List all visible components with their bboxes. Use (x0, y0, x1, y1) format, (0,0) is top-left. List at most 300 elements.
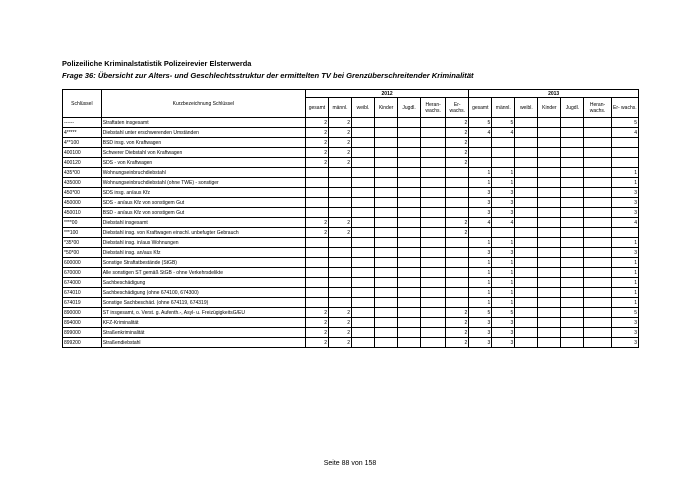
row-key: ****00 (63, 218, 102, 228)
cell-v2012-1 (328, 238, 351, 248)
cell-v2013-1: 3 (492, 328, 515, 338)
cell-v2013-3 (538, 198, 561, 208)
cell-v2013-3 (538, 298, 561, 308)
cell-v2012-2 (352, 318, 375, 328)
row-key: 899200 (63, 338, 102, 348)
cell-v2012-4 (398, 188, 421, 198)
cell-v2012-6: 2 (446, 318, 469, 328)
row-key: *35*00 (63, 238, 102, 248)
table-row (63, 338, 639, 348)
cell-v2013-3 (538, 278, 561, 288)
cell-v2012-1: 2 (328, 128, 351, 138)
row-name: Sonstige Straftatbestände (StGB) (101, 258, 305, 268)
cell-v2013-6: 3 (611, 208, 638, 218)
document-subtitle: Frage 36: Übersicht zur Alters- und Geschlechtsstruktur der ermittelten TV bei Grenzüberschreitender Kriminalität (62, 71, 474, 80)
table-body (63, 118, 639, 348)
cell-v2013-6: 3 (611, 338, 638, 348)
cell-v2013-3 (538, 168, 561, 178)
cell-v2013-3 (538, 308, 561, 318)
cell-v2012-4 (398, 128, 421, 138)
cell-v2012-0: 2 (305, 218, 328, 228)
cell-v2012-2 (352, 238, 375, 248)
cell-v2012-1: 2 (328, 338, 351, 348)
cell-v2012-4 (398, 308, 421, 318)
cell-v2013-2 (515, 248, 538, 258)
cell-v2013-2 (515, 188, 538, 198)
cell-v2013-5 (584, 228, 611, 238)
cell-v2013-4 (561, 248, 584, 258)
cell-v2013-3 (538, 238, 561, 248)
cell-v2012-3 (375, 178, 398, 188)
row-name: Diebstahl insgesamt (101, 218, 305, 228)
cell-v2013-2 (515, 228, 538, 238)
cell-v2013-1 (492, 228, 515, 238)
cell-v2013-3 (538, 118, 561, 128)
subheader-2013-1: männl. (492, 98, 515, 118)
cell-v2013-5 (584, 168, 611, 178)
cell-v2012-5 (421, 218, 446, 228)
cell-v2013-4 (561, 258, 584, 268)
cell-v2012-5 (421, 128, 446, 138)
cell-v2013-3 (538, 228, 561, 238)
table-row (63, 298, 639, 308)
cell-v2012-3 (375, 118, 398, 128)
cell-v2013-5 (584, 208, 611, 218)
row-name: Sachbeschädigung (101, 278, 305, 288)
cell-v2012-0: 2 (305, 118, 328, 128)
cell-v2012-5 (421, 268, 446, 278)
row-name: Sachbeschädigung (ohne 674100, 674300) (101, 288, 305, 298)
row-name: Wohnungseinbruchdiebstahl (101, 168, 305, 178)
cell-v2013-0: 5 (469, 308, 492, 318)
row-name: Sonstige Sachbeschäd. (ohne 674119, 674319) (101, 298, 305, 308)
table-row (63, 328, 639, 338)
cell-v2012-3 (375, 138, 398, 148)
cell-v2013-2 (515, 338, 538, 348)
cell-v2013-1: 5 (492, 308, 515, 318)
row-key: 450*00 (63, 188, 102, 198)
cell-v2012-6 (446, 188, 469, 198)
cell-v2012-3 (375, 168, 398, 178)
cell-v2013-1: 3 (492, 188, 515, 198)
cell-v2013-2 (515, 208, 538, 218)
cell-v2012-5 (421, 308, 446, 318)
cell-v2012-5 (421, 148, 446, 158)
cell-v2012-6 (446, 248, 469, 258)
cell-v2012-6: 2 (446, 338, 469, 348)
cell-v2013-5 (584, 278, 611, 288)
cell-v2012-2 (352, 118, 375, 128)
cell-v2013-5 (584, 198, 611, 208)
row-key: 450000 (63, 198, 102, 208)
row-name: Straßendiebstahl (101, 338, 305, 348)
cell-v2013-4 (561, 148, 584, 158)
row-name: SDS - an/aus Kfz von sonstigem Gut (101, 198, 305, 208)
cell-v2013-0: 5 (469, 118, 492, 128)
table-row (63, 308, 639, 318)
cell-v2012-4 (398, 158, 421, 168)
row-name: Diebstahl insg. von Kraftwagen einschl. unbefugter Gebrauch (101, 228, 305, 238)
cell-v2012-1: 2 (328, 318, 351, 328)
row-name: Diebstahl insg. an/aus Kfz (101, 248, 305, 258)
subheader-2012-4: Jugdl. (398, 98, 421, 118)
cell-v2013-4 (561, 168, 584, 178)
table-row (63, 138, 639, 148)
cell-v2012-0: 2 (305, 228, 328, 238)
cell-v2013-0: 3 (469, 338, 492, 348)
cell-v2012-4 (398, 208, 421, 218)
cell-v2013-6: 3 (611, 188, 638, 198)
cell-v2013-4 (561, 338, 584, 348)
table-row (63, 228, 639, 238)
table-row (63, 178, 639, 188)
cell-v2012-0 (305, 168, 328, 178)
cell-v2013-5 (584, 288, 611, 298)
cell-v2013-5 (584, 318, 611, 328)
cell-v2012-3 (375, 288, 398, 298)
cell-v2013-2 (515, 128, 538, 138)
statistics-table (62, 89, 639, 348)
row-key: 435000 (63, 178, 102, 188)
cell-v2013-4 (561, 228, 584, 238)
cell-v2012-5 (421, 228, 446, 238)
row-key: 890000 (63, 308, 102, 318)
subheader-2012-2: weibl. (352, 98, 375, 118)
cell-v2012-0 (305, 178, 328, 188)
cell-v2013-0: 1 (469, 278, 492, 288)
cell-v2013-3 (538, 338, 561, 348)
cell-v2012-5 (421, 178, 446, 188)
cell-v2013-0: 3 (469, 208, 492, 218)
table-row (63, 198, 639, 208)
row-key: ***100 (63, 228, 102, 238)
cell-v2012-0 (305, 288, 328, 298)
row-name: Straftaten insgesamt (101, 118, 305, 128)
cell-v2012-2 (352, 228, 375, 238)
cell-v2013-6: 1 (611, 298, 638, 308)
cell-v2012-3 (375, 268, 398, 278)
cell-v2013-6: 1 (611, 178, 638, 188)
cell-v2013-2 (515, 198, 538, 208)
row-key: *50*00 (63, 248, 102, 258)
cell-v2013-1: 3 (492, 248, 515, 258)
row-key: 670000 (63, 268, 102, 278)
cell-v2013-2 (515, 268, 538, 278)
cell-v2012-0 (305, 248, 328, 258)
cell-v2012-2 (352, 198, 375, 208)
cell-v2013-2 (515, 178, 538, 188)
cell-v2012-3 (375, 218, 398, 228)
cell-v2012-3 (375, 148, 398, 158)
cell-v2013-5 (584, 218, 611, 228)
cell-v2013-2 (515, 328, 538, 338)
row-key: 400100 (63, 148, 102, 158)
table-row (63, 168, 639, 178)
cell-v2013-6: 1 (611, 258, 638, 268)
cell-v2012-6: 2 (446, 218, 469, 228)
cell-v2012-0 (305, 238, 328, 248)
cell-v2012-5 (421, 168, 446, 178)
cell-v2012-5 (421, 338, 446, 348)
cell-v2013-5 (584, 338, 611, 348)
cell-v2013-1 (492, 148, 515, 158)
cell-v2013-1: 4 (492, 218, 515, 228)
document-title: Polizeiliche Kriminalstatistik Polizeirevier Elsterwerda (62, 59, 252, 68)
cell-v2013-2 (515, 258, 538, 268)
cell-v2013-6: 3 (611, 248, 638, 258)
cell-v2012-4 (398, 268, 421, 278)
cell-v2013-6: 1 (611, 278, 638, 288)
cell-v2013-1: 1 (492, 288, 515, 298)
row-key: 894000 (63, 318, 102, 328)
cell-v2012-0: 2 (305, 148, 328, 158)
cell-v2012-4 (398, 338, 421, 348)
cell-v2012-1: 2 (328, 148, 351, 158)
cell-v2012-6: 2 (446, 138, 469, 148)
cell-v2013-3 (538, 318, 561, 328)
cell-v2013-4 (561, 278, 584, 288)
cell-v2012-2 (352, 248, 375, 258)
subheader-2013-0: gesamt (469, 98, 492, 118)
row-key: 435*00 (63, 168, 102, 178)
cell-v2013-0: 1 (469, 168, 492, 178)
cell-v2012-3 (375, 328, 398, 338)
cell-v2012-0: 2 (305, 338, 328, 348)
cell-v2012-4 (398, 258, 421, 268)
cell-v2013-5 (584, 178, 611, 188)
cell-v2013-1: 1 (492, 278, 515, 288)
cell-v2012-4 (398, 198, 421, 208)
subheader-2012-0: gesamt (305, 98, 328, 118)
cell-v2013-0: 1 (469, 288, 492, 298)
row-key: 899000 (63, 328, 102, 338)
key-column-header: Schlüssel (63, 90, 102, 118)
cell-v2012-1 (328, 168, 351, 178)
cell-v2012-3 (375, 258, 398, 268)
cell-v2013-0: 3 (469, 198, 492, 208)
cell-v2012-5 (421, 318, 446, 328)
cell-v2013-0 (469, 138, 492, 148)
cell-v2013-6 (611, 138, 638, 148)
cell-v2012-3 (375, 338, 398, 348)
cell-v2012-0 (305, 198, 328, 208)
cell-v2012-1 (328, 268, 351, 278)
cell-v2013-1 (492, 158, 515, 168)
cell-v2013-5 (584, 258, 611, 268)
row-name: Alle sonstigen ST gemäß StGB - ohne Verkehrsdelikte (101, 268, 305, 278)
cell-v2013-1: 1 (492, 268, 515, 278)
cell-v2013-3 (538, 188, 561, 198)
cell-v2012-2 (352, 178, 375, 188)
cell-v2013-3 (538, 328, 561, 338)
cell-v2013-5 (584, 248, 611, 258)
cell-v2012-0: 2 (305, 158, 328, 168)
cell-v2013-3 (538, 138, 561, 148)
cell-v2013-1 (492, 138, 515, 148)
cell-v2012-6: 2 (446, 308, 469, 318)
cell-v2012-3 (375, 128, 398, 138)
cell-v2012-6 (446, 168, 469, 178)
cell-v2012-2 (352, 138, 375, 148)
cell-v2012-6: 2 (446, 328, 469, 338)
cell-v2012-1: 2 (328, 228, 351, 238)
cell-v2013-6: 5 (611, 118, 638, 128)
cell-v2013-2 (515, 138, 538, 148)
cell-v2012-6 (446, 178, 469, 188)
cell-v2013-2 (515, 218, 538, 228)
cell-v2012-1: 2 (328, 138, 351, 148)
cell-v2013-0: 3 (469, 188, 492, 198)
cell-v2013-3 (538, 208, 561, 218)
row-key: 450010 (63, 208, 102, 218)
cell-v2012-0 (305, 258, 328, 268)
row-name: Wohnungseinbruchdiebstahl (ohne TWE) - sonstiger (101, 178, 305, 188)
cell-v2013-6: 4 (611, 128, 638, 138)
cell-v2012-5 (421, 208, 446, 218)
cell-v2013-0: 3 (469, 248, 492, 258)
cell-v2012-2 (352, 268, 375, 278)
cell-v2012-1 (328, 248, 351, 258)
cell-v2012-5 (421, 238, 446, 248)
cell-v2013-6: 1 (611, 238, 638, 248)
cell-v2013-1: 1 (492, 258, 515, 268)
cell-v2012-4 (398, 118, 421, 128)
cell-v2013-2 (515, 118, 538, 128)
row-name: ST insgesamt, o. Verst. g. Aufenth.-, Asyl- u. FreizügigkeitsG/EU (101, 308, 305, 318)
cell-v2012-4 (398, 288, 421, 298)
cell-v2013-5 (584, 328, 611, 338)
cell-v2012-5 (421, 288, 446, 298)
cell-v2012-5 (421, 328, 446, 338)
subheader-2013-3: Kinder (538, 98, 561, 118)
table-row (63, 318, 639, 328)
row-name: BSD - an/aus Kfz von sonstigem Gut (101, 208, 305, 218)
row-key: 4***** (63, 128, 102, 138)
subheader-2012-1: männl. (328, 98, 351, 118)
cell-v2012-0: 2 (305, 138, 328, 148)
cell-v2012-5 (421, 248, 446, 258)
cell-v2013-4 (561, 128, 584, 138)
cell-v2012-2 (352, 218, 375, 228)
cell-v2013-6: 1 (611, 168, 638, 178)
cell-v2012-0: 2 (305, 128, 328, 138)
table-row (63, 188, 639, 198)
cell-v2012-1 (328, 278, 351, 288)
cell-v2012-1 (328, 288, 351, 298)
cell-v2013-1: 1 (492, 238, 515, 248)
row-name: SDS insg. an/aus Kfz (101, 188, 305, 198)
cell-v2012-5 (421, 298, 446, 308)
cell-v2012-0 (305, 298, 328, 308)
cell-v2012-5 (421, 278, 446, 288)
cell-v2013-1: 5 (492, 118, 515, 128)
cell-v2013-3 (538, 268, 561, 278)
cell-v2012-6 (446, 298, 469, 308)
year-header-2013: 2013 (469, 90, 639, 98)
cell-v2013-5 (584, 308, 611, 318)
table-row (63, 158, 639, 168)
cell-v2012-3 (375, 208, 398, 218)
cell-v2013-1: 3 (492, 198, 515, 208)
cell-v2012-1 (328, 208, 351, 218)
subheader-2012-3: Kinder (375, 98, 398, 118)
row-name: Straßenkriminalität (101, 328, 305, 338)
cell-v2013-1: 1 (492, 298, 515, 308)
cell-v2013-6 (611, 228, 638, 238)
subheader-2013-4: Jugdl. (561, 98, 584, 118)
table-row (63, 258, 639, 268)
table-row (63, 148, 639, 158)
cell-v2013-2 (515, 148, 538, 158)
row-name: Schwerer Diebstahl von Kraftwagen (101, 148, 305, 158)
subheader-2013-6: Er- wachs. (611, 98, 638, 118)
cell-v2012-5 (421, 188, 446, 198)
cell-v2012-6: 2 (446, 158, 469, 168)
cell-v2012-2 (352, 288, 375, 298)
cell-v2013-0: 1 (469, 178, 492, 188)
row-name: BSD insg. von Kraftwagen (101, 138, 305, 148)
cell-v2012-1: 2 (328, 328, 351, 338)
cell-v2013-4 (561, 288, 584, 298)
cell-v2013-1: 4 (492, 128, 515, 138)
cell-v2013-6: 1 (611, 288, 638, 298)
cell-v2012-5 (421, 118, 446, 128)
table-header (63, 90, 639, 118)
cell-v2013-5 (584, 188, 611, 198)
cell-v2013-3 (538, 178, 561, 188)
table-row (63, 278, 639, 288)
cell-v2012-6 (446, 288, 469, 298)
cell-v2013-5 (584, 268, 611, 278)
cell-v2012-4 (398, 168, 421, 178)
cell-v2012-2 (352, 338, 375, 348)
table-row (63, 118, 639, 128)
cell-v2012-2 (352, 278, 375, 288)
cell-v2012-2 (352, 188, 375, 198)
cell-v2012-3 (375, 308, 398, 318)
table-row (63, 208, 639, 218)
cell-v2013-1: 3 (492, 208, 515, 218)
cell-v2012-6 (446, 198, 469, 208)
cell-v2013-5 (584, 128, 611, 138)
cell-v2013-4 (561, 158, 584, 168)
cell-v2012-1: 2 (328, 118, 351, 128)
page-footer: Seite 88 von 158 (323, 460, 377, 467)
cell-v2013-2 (515, 168, 538, 178)
cell-v2012-4 (398, 278, 421, 288)
cell-v2013-3 (538, 288, 561, 298)
cell-v2013-2 (515, 278, 538, 288)
cell-v2012-5 (421, 198, 446, 208)
cell-v2013-2 (515, 298, 538, 308)
cell-v2012-6: 2 (446, 118, 469, 128)
cell-v2012-6: 2 (446, 228, 469, 238)
row-name: Diebstahl unter erschwerenden Umständen (101, 128, 305, 138)
cell-v2013-0: 3 (469, 328, 492, 338)
cell-v2013-0: 4 (469, 218, 492, 228)
cell-v2013-0: 1 (469, 298, 492, 308)
cell-v2013-6: 4 (611, 218, 638, 228)
row-name: SDS - von Kraftwagen (101, 158, 305, 168)
cell-v2012-1 (328, 298, 351, 308)
row-key: 4**100 (63, 138, 102, 148)
table-row (63, 218, 639, 228)
cell-v2013-5 (584, 148, 611, 158)
cell-v2012-3 (375, 238, 398, 248)
cell-v2013-5 (584, 138, 611, 148)
cell-v2012-4 (398, 318, 421, 328)
cell-v2013-4 (561, 298, 584, 308)
